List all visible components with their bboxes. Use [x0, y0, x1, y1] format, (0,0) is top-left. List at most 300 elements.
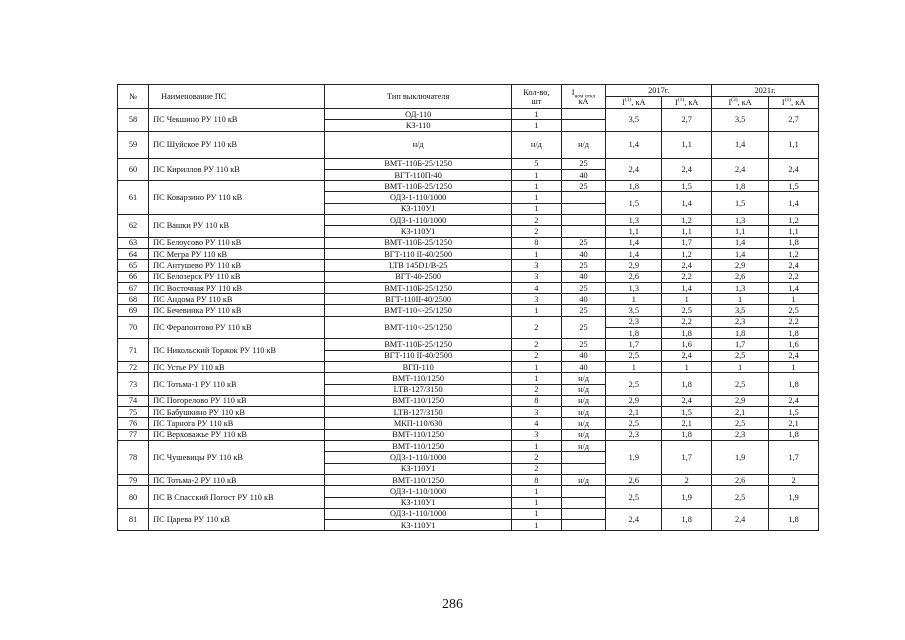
breaker-type: ОД-110 — [325, 109, 512, 120]
i1-2017: 1,9 — [662, 486, 712, 509]
breaker-type: КЗ-110У1 — [325, 497, 512, 508]
breaker-inom — [561, 203, 606, 214]
i1-2021: 1,8 — [769, 328, 819, 339]
breaker-qty: 1 — [512, 497, 562, 508]
i3-2017: 1,3 — [606, 282, 662, 293]
substation-name: ПС Тотьма-2 РУ 110 кВ — [149, 474, 325, 485]
breaker-type: ВМТ-110<-25/1250 — [325, 305, 512, 316]
row-number: 74 — [118, 395, 149, 406]
i3-2017: 2,6 — [606, 271, 662, 282]
i1-2021: 1,1 — [769, 226, 819, 237]
breaker-qty: 3 — [512, 271, 562, 282]
i1-2021: 1 — [769, 294, 819, 305]
substation-name: ПС Бечевинка РУ 110 кВ — [149, 305, 325, 316]
breaker-type: ОДЗ-1-110/1000 — [325, 215, 512, 226]
table-row — [118, 109, 819, 120]
i1-2021: 1,2 — [769, 248, 819, 259]
breaker-qty: 2 — [512, 463, 562, 474]
i1-2017: 2,7 — [662, 109, 712, 132]
breaker-inom: 40 — [561, 248, 606, 259]
i1-2017: 2,4 — [662, 395, 712, 406]
substation-name: ПС В Спасский Погост РУ 110 кВ — [149, 486, 325, 509]
substation-name: ПС Андома РУ 110 кВ — [149, 294, 325, 305]
breaker-inom: 40 — [561, 169, 606, 180]
i3-2017: 1 — [606, 361, 662, 372]
i1-2017: 1,1 — [662, 131, 712, 158]
breaker-inom — [561, 215, 606, 226]
table-row — [118, 316, 819, 327]
i3-2017: 1,5 — [606, 192, 662, 215]
header-inom: $I_{ном откл}$ кА — [561, 85, 606, 109]
i1-2017: 2,4 — [662, 260, 712, 271]
breaker-type: ВМТ-110Б-25/1250 — [325, 158, 512, 169]
row-number: 78 — [118, 441, 149, 475]
breaker-qty: 2 — [512, 226, 562, 237]
breaker-inom: 25 — [561, 260, 606, 271]
breaker-qty: 2 — [512, 339, 562, 350]
breaker-type: ВГТ-110 II-40/2500 — [325, 248, 512, 259]
breaker-type: ВГТ-40-2500 — [325, 271, 512, 282]
i3-2017: 3,5 — [606, 109, 662, 132]
i3-2017: 1,8 — [606, 328, 662, 339]
i3-2021: 1 — [712, 294, 769, 305]
breaker-type: ВМТ-110<-25/1250 — [325, 316, 512, 339]
i3-2017: 3,5 — [606, 305, 662, 316]
i1-2021: 1,8 — [769, 373, 819, 396]
row-number: 70 — [118, 316, 149, 339]
breaker-inom: 25 — [561, 339, 606, 350]
breaker-qty: 1 — [512, 305, 562, 316]
i1-2021: 2,4 — [769, 350, 819, 361]
i3-2017: 1 — [606, 294, 662, 305]
substation-name: ПС Коварзино РУ 110 кВ — [149, 181, 325, 215]
table-header — [118, 85, 819, 109]
breaker-inom: 25 — [561, 316, 606, 339]
i3-2017: 1,4 — [606, 248, 662, 259]
i3-2021: 2,6 — [712, 474, 769, 485]
breaker-qty: 3 — [512, 294, 562, 305]
i3-2017: 1,8 — [606, 181, 662, 192]
row-number: 76 — [118, 418, 149, 429]
i3-2021: 1,5 — [712, 192, 769, 215]
breaker-inom: 25 — [561, 305, 606, 316]
breaker-type: ВМТ-110/1250 — [325, 373, 512, 384]
breaker-qty: 1 — [512, 520, 562, 531]
substation-name: ПС Шуйское РУ 110 кВ — [149, 131, 325, 158]
row-number: 67 — [118, 282, 149, 293]
i1-2021: 1 — [769, 361, 819, 372]
breaker-qty: 3 — [512, 260, 562, 271]
i3-2017: 2,5 — [606, 350, 662, 361]
header-num: № — [118, 85, 149, 109]
substation-name: ПС Царева РУ 110 кВ — [149, 508, 325, 531]
breaker-inom: н/д — [561, 429, 606, 440]
i3-2017: 2,4 — [606, 508, 662, 531]
table-row — [118, 407, 819, 418]
table-row — [118, 474, 819, 485]
i3-2021: 2,5 — [712, 486, 769, 509]
i1-2017: 2,2 — [662, 316, 712, 327]
substation-name: ПС Антушево РУ 110 кВ — [149, 260, 325, 271]
breaker-inom: 25 — [561, 237, 606, 248]
header-year-2021: 2021г. — [712, 85, 819, 97]
breaker-qty: 4 — [512, 282, 562, 293]
table-row — [118, 248, 819, 259]
substation-name: ПС Тотьма-1 РУ 110 кВ — [149, 373, 325, 396]
row-number: 62 — [118, 215, 149, 238]
row-number: 64 — [118, 248, 149, 259]
row-number: 58 — [118, 109, 149, 132]
header-i3-2021: $I^{(3)}$, кА — [712, 97, 769, 109]
breaker-qty: 2 — [512, 215, 562, 226]
i1-2021: 2,4 — [769, 158, 819, 181]
i3-2021: 1,4 — [712, 248, 769, 259]
breaker-qty: 8 — [512, 395, 562, 406]
i3-2017: 2,5 — [606, 373, 662, 396]
breaker-qty: 1 — [512, 169, 562, 180]
table-row — [118, 282, 819, 293]
breaker-qty: 1 — [512, 441, 562, 452]
i3-2017: 2,3 — [606, 429, 662, 440]
breaker-type: КЗ-110 — [325, 120, 512, 131]
breaker-inom — [561, 192, 606, 203]
i1-2021: 1,2 — [769, 215, 819, 226]
breaker-type: КЗ-110У1 — [325, 520, 512, 531]
i1-2017: 1,7 — [662, 441, 712, 475]
header-year-2017: 2017г. — [606, 85, 712, 97]
i3-2021: 1,8 — [712, 328, 769, 339]
i3-2021: 2,1 — [712, 407, 769, 418]
breaker-inom: н/д — [561, 131, 606, 158]
i1-2017: 1,4 — [662, 192, 712, 215]
substation-name: ПС Верховажье РУ 110 кВ — [149, 429, 325, 440]
table-row — [118, 373, 819, 384]
i3-2021: 3,5 — [712, 305, 769, 316]
i1-2021: 1,4 — [769, 282, 819, 293]
i3-2021: 1,1 — [712, 226, 769, 237]
breaker-inom — [561, 109, 606, 120]
i1-2017: 2,5 — [662, 305, 712, 316]
i3-2021: 1,3 — [712, 282, 769, 293]
row-number: 79 — [118, 474, 149, 485]
row-number: 80 — [118, 486, 149, 509]
header-qty: Кол-во, шт — [512, 85, 562, 109]
breaker-qty: 8 — [512, 237, 562, 248]
i1-2017: 1 — [662, 294, 712, 305]
breaker-type: LTB-127/3150 — [325, 407, 512, 418]
breaker-type: ВГТ-110П-40 — [325, 169, 512, 180]
breaker-qty: 1 — [512, 120, 562, 131]
breaker-inom: н/д — [561, 395, 606, 406]
breaker-qty: 1 — [512, 109, 562, 120]
i1-2021: 1,8 — [769, 237, 819, 248]
i3-2021: 1,4 — [712, 237, 769, 248]
i1-2021: 2,2 — [769, 316, 819, 327]
breaker-type: ВМТ-110Б-25/1250 — [325, 237, 512, 248]
breaker-inom: н/д — [561, 373, 606, 384]
i3-2017: 2,9 — [606, 260, 662, 271]
row-number: 68 — [118, 294, 149, 305]
i3-2021: 2,6 — [712, 271, 769, 282]
substation-name: ПС Погорелово РУ 110 кВ — [149, 395, 325, 406]
i1-2017: 1,5 — [662, 407, 712, 418]
table-row — [118, 486, 819, 497]
breaker-qty: 1 — [512, 361, 562, 372]
row-number: 77 — [118, 429, 149, 440]
breaker-type: КЗ-110У1 — [325, 226, 512, 237]
i3-2021: 1,7 — [712, 339, 769, 350]
breaker-qty: 1 — [512, 248, 562, 259]
i1-2021: 1,8 — [769, 429, 819, 440]
i3-2021: 2,9 — [712, 395, 769, 406]
i3-2017: 2,3 — [606, 316, 662, 327]
breaker-inom — [561, 452, 606, 463]
substation-name: ПС Вашки РУ 110 кВ — [149, 215, 325, 238]
breaker-qty: 3 — [512, 407, 562, 418]
table-row — [118, 181, 819, 192]
i3-2017: 2,9 — [606, 395, 662, 406]
i1-2017: 2,4 — [662, 350, 712, 361]
breaker-type: LTB 145D1/B-25 — [325, 260, 512, 271]
breaker-inom — [561, 486, 606, 497]
i1-2021: 1,8 — [769, 508, 819, 531]
breaker-type: ОДЗ-1-110/1000 — [325, 452, 512, 463]
row-number: 81 — [118, 508, 149, 531]
i1-2017: 1,8 — [662, 429, 712, 440]
breaker-inom: 40 — [561, 361, 606, 372]
table-row — [118, 237, 819, 248]
i3-2021: 2,3 — [712, 316, 769, 327]
i3-2021: 2,3 — [712, 429, 769, 440]
i1-2021: 2,5 — [769, 305, 819, 316]
breaker-inom: 25 — [561, 181, 606, 192]
row-number: 71 — [118, 339, 149, 362]
i1-2017: 2,2 — [662, 271, 712, 282]
i3-2017: 1,3 — [606, 215, 662, 226]
breaker-qty: 2 — [512, 350, 562, 361]
i1-2017: 1,7 — [662, 237, 712, 248]
breaker-qty: 2 — [512, 384, 562, 395]
breaker-qty: 1 — [512, 192, 562, 203]
i1-2017: 1,8 — [662, 373, 712, 396]
i1-2021: 1,4 — [769, 192, 819, 215]
breaker-type: LTB-127/3150 — [325, 384, 512, 395]
breaker-type: КЗ-110У1 — [325, 203, 512, 214]
i3-2017: 2,4 — [606, 158, 662, 181]
i1-2021: 1,7 — [769, 441, 819, 475]
breaker-type: ОДЗ-1-110/1000 — [325, 508, 512, 519]
i1-2021: 1,1 — [769, 131, 819, 158]
breaker-type: ВМТ-110Б-25/1250 — [325, 181, 512, 192]
breaker-inom: 40 — [561, 271, 606, 282]
breaker-qty: 1 — [512, 181, 562, 192]
row-number: 65 — [118, 260, 149, 271]
breaker-inom — [561, 463, 606, 474]
breaker-qty: 1 — [512, 373, 562, 384]
row-number: 60 — [118, 158, 149, 181]
table-row — [118, 260, 819, 271]
table-row — [118, 395, 819, 406]
breaker-qty: 1 — [512, 486, 562, 497]
breaker-inom: 25 — [561, 282, 606, 293]
breaker-inom: н/д — [561, 407, 606, 418]
table-row — [118, 339, 819, 350]
row-number: 72 — [118, 361, 149, 372]
breaker-type: ВМТ-110/1250 — [325, 395, 512, 406]
i1-2017: 1,6 — [662, 339, 712, 350]
i3-2017: 2,5 — [606, 418, 662, 429]
breaker-inom — [561, 226, 606, 237]
row-number: 61 — [118, 181, 149, 215]
i3-2021: 3,5 — [712, 109, 769, 132]
i1-2021: 1,5 — [769, 407, 819, 418]
row-number: 69 — [118, 305, 149, 316]
i1-2017: 2 — [662, 474, 712, 485]
i1-2021: 1,9 — [769, 486, 819, 509]
breaker-qty: 1 — [512, 203, 562, 214]
breaker-inom — [561, 508, 606, 519]
table-row — [118, 361, 819, 372]
i1-2021: 2,4 — [769, 395, 819, 406]
substation-name: ПС Мегра РУ 110 кВ — [149, 248, 325, 259]
header-name: Наименование ПС — [149, 85, 325, 109]
i3-2017: 2,5 — [606, 486, 662, 509]
substation-name: ПС Тарнога РУ 110 кВ — [149, 418, 325, 429]
breaker-qty: 4 — [512, 418, 562, 429]
i3-2021: 1 — [712, 361, 769, 372]
i1-2017: 1 — [662, 361, 712, 372]
substation-name: ПС Белозерск РУ 110 кВ — [149, 271, 325, 282]
breaker-type: МКП-110/630 — [325, 418, 512, 429]
row-number: 75 — [118, 407, 149, 418]
page-number: 286 — [442, 597, 463, 612]
i3-2021: 1,9 — [712, 441, 769, 475]
breaker-qty: 2 — [512, 452, 562, 463]
breaker-inom: н/д — [561, 418, 606, 429]
i1-2021: 1,6 — [769, 339, 819, 350]
i1-2021: 2,1 — [769, 418, 819, 429]
i1-2021: 2,4 — [769, 260, 819, 271]
header-i1-2017: $I^{(1)}$, кА — [662, 97, 712, 109]
table-row — [118, 305, 819, 316]
breaker-type: ВМТ-110Б-25/1250 — [325, 339, 512, 350]
i3-2021: 1,3 — [712, 215, 769, 226]
substation-name: ПС Кириллов РУ 110 кВ — [149, 158, 325, 181]
i1-2021: 2,2 — [769, 271, 819, 282]
substation-name: ПС Чекшино РУ 110 кВ — [149, 109, 325, 132]
table-row — [118, 429, 819, 440]
table-row — [118, 271, 819, 282]
i1-2017: 1,2 — [662, 248, 712, 259]
breaker-qty: 1 — [512, 508, 562, 519]
breaker-type: ВГТ-110II-40/2500 — [325, 294, 512, 305]
i3-2021: 2,5 — [712, 373, 769, 396]
header-i1-2021: $I^{(1)}$, кА — [769, 97, 819, 109]
breaker-inom: н/д — [561, 384, 606, 395]
breaker-inom — [561, 120, 606, 131]
breaker-type: ВМТ-110/1250 — [325, 429, 512, 440]
i3-2021: 1,4 — [712, 131, 769, 158]
substation-name: ПС Чушевицы РУ 110 кВ — [149, 441, 325, 475]
i3-2017: 2,6 — [606, 474, 662, 485]
i3-2021: 2,4 — [712, 158, 769, 181]
table-row — [118, 158, 819, 169]
row-number: 66 — [118, 271, 149, 282]
substation-name: ПС Бабушкино РУ 110 кВ — [149, 407, 325, 418]
table-row — [118, 131, 819, 158]
table-row — [118, 215, 819, 226]
i3-2021: 2,9 — [712, 260, 769, 271]
breaker-type: ВМТ-110/1250 — [325, 474, 512, 485]
header-breaker: Тип выключателя — [325, 85, 512, 109]
row-number: 73 — [118, 373, 149, 396]
i1-2017: 1,4 — [662, 282, 712, 293]
substation-name: ПС Восточная РУ 110 кВ — [149, 282, 325, 293]
breaker-type: ВГТ-110 II-40/2500 — [325, 350, 512, 361]
substation-name: ПС Ферапонтово РУ 110 кВ — [149, 316, 325, 339]
breaker-qty: 5 — [512, 158, 562, 169]
row-number: 59 — [118, 131, 149, 158]
breaker-type: ВГП-110 — [325, 361, 512, 372]
i3-2017: 2,1 — [606, 407, 662, 418]
substation-name: ПС Никольский Торжок РУ 110 кВ — [149, 339, 325, 362]
breaker-type: н/д — [325, 131, 512, 158]
breaker-inom: н/д — [561, 474, 606, 485]
i1-2017: 1,8 — [662, 328, 712, 339]
breaker-table — [117, 84, 819, 531]
breaker-inom: 25 — [561, 158, 606, 169]
breaker-inom — [561, 520, 606, 531]
table-row — [118, 441, 819, 452]
breaker-qty: 8 — [512, 474, 562, 485]
i1-2017: 1,2 — [662, 215, 712, 226]
i1-2021: 2,7 — [769, 109, 819, 132]
table-row — [118, 418, 819, 429]
i3-2017: 1,1 — [606, 226, 662, 237]
i3-2021: 1,8 — [712, 181, 769, 192]
breaker-inom: 40 — [561, 350, 606, 361]
table-row — [118, 508, 819, 519]
i1-2021: 2 — [769, 474, 819, 485]
breaker-type: ОДЗ-1-110/1000 — [325, 486, 512, 497]
breaker-inom: н/д — [561, 441, 606, 452]
breaker-qty: 2 — [512, 316, 562, 339]
i3-2017: 1,9 — [606, 441, 662, 475]
breaker-type: ВМТ-110Б-25/1250 — [325, 282, 512, 293]
i3-2021: 2,5 — [712, 350, 769, 361]
i1-2017: 1,5 — [662, 181, 712, 192]
header-i3-2017: $I^{(3)}$, кА — [606, 97, 662, 109]
i3-2021: 2,5 — [712, 418, 769, 429]
i1-2017: 1,8 — [662, 508, 712, 531]
i1-2017: 2,1 — [662, 418, 712, 429]
breaker-inom — [561, 497, 606, 508]
table-body — [118, 109, 819, 531]
i3-2017: 1,4 — [606, 131, 662, 158]
table-row — [118, 294, 819, 305]
breaker-qty: н/д — [512, 131, 562, 158]
breaker-type: КЗ-110У1 — [325, 463, 512, 474]
i1-2017: 1,1 — [662, 226, 712, 237]
breaker-type: ОДЗ-1-110/1000 — [325, 192, 512, 203]
i3-2021: 2,4 — [712, 508, 769, 531]
i3-2017: 1,7 — [606, 339, 662, 350]
i1-2017: 2,4 — [662, 158, 712, 181]
i3-2017: 1,4 — [606, 237, 662, 248]
i1-2021: 1,5 — [769, 181, 819, 192]
substation-name: ПС Белоусово РУ 110 кВ — [149, 237, 325, 248]
breaker-qty: 3 — [512, 429, 562, 440]
